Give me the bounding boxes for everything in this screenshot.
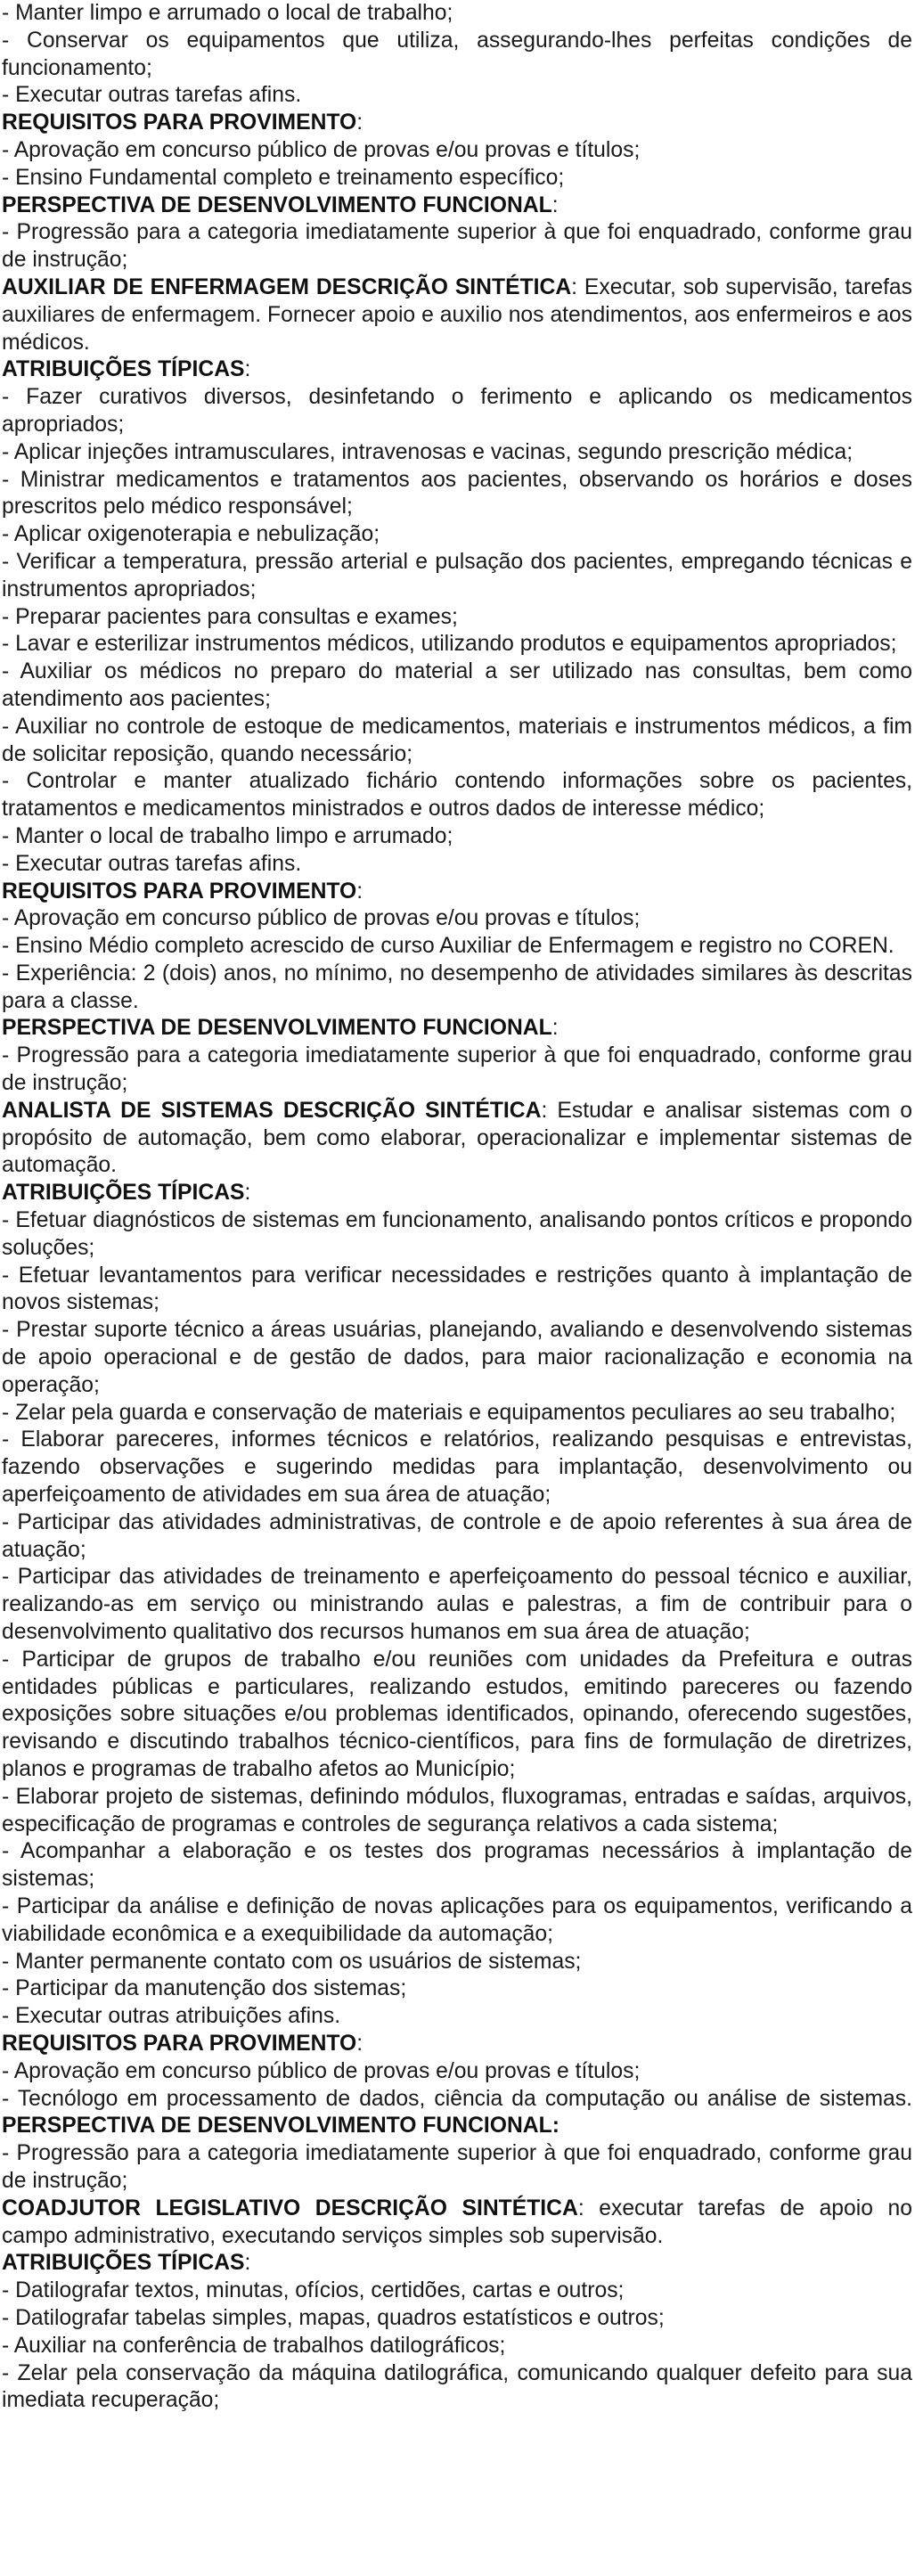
section-heading: COADJUTOR LEGISLATIVO DESCRIÇÃO SINTÉTICA	[2, 2196, 578, 2220]
paragraph-text: - Manter o local de trabalho limpo e arrumado;	[2, 823, 453, 848]
paragraph	[2, 110, 912, 137]
paragraph	[2, 933, 912, 961]
paragraph-text: - Ministrar medicamentos e tratamentos aos pacientes, observando os horários e doses prescritos pelo médico responsável;	[2, 467, 912, 519]
paragraph	[2, 2360, 912, 2416]
paragraph	[2, 1949, 912, 1976]
paragraph-text: :	[356, 110, 363, 135]
paragraph-text: - Datilografar tabelas simples, mapas, quadros estatísticos e outros;	[2, 2305, 665, 2330]
section-heading: ATRIBUIÇÕES TÍPICAS	[2, 357, 245, 382]
section-heading: AUXILIAR DE ENFERMAGEM DESCRIÇÃO SINTÉTICA	[2, 274, 572, 299]
paragraph	[2, 631, 912, 658]
paragraph-text: : Estudar e analisar sistemas com o propósito de automação, bem como elaborar, operacionalizar e implementar sistemas de automação.	[2, 1098, 913, 1178]
paragraph	[2, 1015, 912, 1043]
section-heading: ATRIBUIÇÕES TÍPICAS	[2, 1181, 245, 1206]
paragraph	[2, 1427, 912, 1509]
paragraph	[2, 165, 912, 192]
paragraph-text: :	[551, 1016, 559, 1041]
paragraph	[2, 905, 912, 933]
paragraph-text: - Manter limpo e arrumado o local de trabalho;	[2, 1, 453, 25]
paragraph-text: - Executar outras tarefas afins.	[2, 851, 302, 876]
paragraph	[2, 604, 912, 632]
paragraph-text: - Executar outras atribuições afins.	[2, 2004, 341, 2029]
section-heading: PERSPECTIVA DE DESENVOLVIMENTO FUNCIONAL:	[2, 2114, 560, 2138]
paragraph	[2, 219, 912, 274]
paragraph	[2, 1317, 912, 1399]
paragraph-text: - Verificar a temperatura, pressão arterial e pulsação dos pacientes, empregando técnicas e instrumentos apropriados;	[2, 549, 912, 601]
paragraph	[2, 1784, 912, 1839]
paragraph	[2, 2278, 912, 2305]
paragraph-text: - Lavar e esterilizar instrumentos médicos, utilizando produtos e equipamentos apropriados;	[2, 632, 897, 657]
section-heading: ATRIBUIÇÕES TÍPICAS	[2, 2251, 245, 2276]
section-heading: PERSPECTIVA DE DESENVOLVIMENTO FUNCIONAL	[2, 192, 552, 217]
paragraph	[2, 1400, 912, 1427]
paragraph-text: - Prestar suporte técnico a áreas usuárias, planejando, avaliando e desenvolvendo sistemas de apoio operacional e de gestão de dados, para maior racionalização e economia na operação;	[2, 1318, 912, 1397]
paragraph-text: - Participar das atividades de treinamento e aperfeiçoamento do pessoal técnico e auxiliar, realizando-as em serviço ou ministrando aulas e palestras, a fim de contribuir para o desenvolvimento qualitativo dos recursos humanos em sua área de atuação;	[2, 1565, 912, 1645]
paragraph	[2, 2140, 912, 2196]
paragraph	[2, 0, 912, 28]
paragraph	[2, 1180, 912, 1207]
paragraph-text: - Controlar e manter atualizado fichário contendo informações sobre os pacientes, tratamentos e medicamentos ministrados e outros dados de interesse médico;	[2, 769, 912, 822]
paragraph-text: : executar tarefas de apoio no campo administrativo, executando serviços simples sob supervisão.	[2, 2196, 912, 2248]
paragraph-text: - Progressão para a categoria imediatamente superior à que foi enquadrado, conforme grau de instrução;	[2, 1043, 912, 1096]
paragraph-text: - Auxiliar os médicos no preparo do material a ser utilizado nas consultas, bem como atendimento aos pacientes;	[2, 659, 912, 711]
paragraph-text: - Progressão para a categoria imediatamente superior à que foi enquadrado, conforme grau de instrução;	[2, 220, 912, 273]
paragraph-text: - Efetuar diagnósticos de sistemas em funcionamento, analisando pontos críticos e propondo soluções;	[2, 1208, 912, 1260]
paragraph-text: - Participar da análise e definição de novas aplicações para os equipamentos, verificando a viabilidade econômica e a exequibilidade da automação;	[2, 1893, 912, 1946]
paragraph	[2, 714, 912, 769]
paragraph-text: :	[551, 192, 559, 217]
paragraph	[2, 192, 912, 220]
paragraph	[2, 549, 912, 604]
paragraph	[2, 1564, 912, 1646]
paragraph-text: - Progressão para a categoria imediatamente superior à que foi enquadrado, conforme grau de instrução;	[2, 2141, 912, 2193]
paragraph-text: - Participar da manutenção dos sistemas;	[2, 1976, 407, 2001]
paragraph	[2, 28, 912, 83]
paragraph	[2, 2333, 912, 2360]
paragraph	[2, 1838, 912, 1893]
paragraph	[2, 2031, 912, 2058]
paragraph	[2, 658, 912, 714]
paragraph	[2, 439, 912, 467]
paragraph-text: - Manter permanente contato com os usuários de sistemas;	[2, 1949, 582, 1974]
paragraph	[2, 2003, 912, 2031]
section-heading: REQUISITOS PARA PROVIMENTO	[2, 879, 357, 904]
paragraph-text: - Participar das atividades administrativas, de controle e de apoio referentes à sua área de atuação;	[2, 1509, 912, 1562]
section-heading: ANALISTA DE SISTEMAS DESCRIÇÃO SINTÉTICA	[2, 1098, 542, 1123]
paragraph-text: - Aplicar oxigenoterapia e nebulização;	[2, 522, 380, 547]
paragraph	[2, 1893, 912, 1949]
section-heading: REQUISITOS PARA PROVIMENTO	[2, 2031, 357, 2056]
paragraph-text: - Experiência: 2 (dois) anos, no mínimo, no desempenho de atividades similares às descritas para a classe.	[2, 961, 912, 1013]
paragraph	[2, 2305, 912, 2333]
paragraph	[2, 356, 912, 384]
section-heading: PERSPECTIVA DE DESENVOLVIMENTO FUNCIONAL	[2, 1016, 552, 1041]
paragraph-text: - Auxiliar na conferência de trabalhos datilográficos;	[2, 2333, 506, 2358]
paragraph-text: :	[244, 357, 251, 382]
paragraph	[2, 1509, 912, 1565]
paragraph	[2, 879, 912, 906]
paragraph	[2, 467, 912, 522]
paragraph-text: - Aprovação em concurso público de provas e/ou provas e títulos;	[2, 137, 641, 162]
paragraph	[2, 2086, 912, 2141]
paragraph-text: - Efetuar levantamentos para verificar necessidades e restrições quanto à implantação de novos sistemas;	[2, 1263, 912, 1315]
paragraph-text: - Datilografar textos, minutas, ofícios, certidões, cartas e outros;	[2, 2278, 625, 2303]
paragraph	[2, 1098, 912, 1180]
paragraph	[2, 2250, 912, 2278]
paragraph	[2, 768, 912, 823]
paragraph	[2, 384, 912, 439]
paragraph-text: - Acompanhar a elaboração e os testes dos programas necessários à implantação de sistemas;	[2, 1839, 912, 1892]
paragraph-text: - Ensino Fundamental completo e treinamento específico;	[2, 165, 565, 190]
paragraph	[2, 1207, 912, 1263]
paragraph-text: - Aplicar injeções intramusculares, intravenosas e vacinas, segundo prescrição médica;	[2, 439, 854, 464]
paragraph-text: - Executar outras tarefas afins.	[2, 83, 302, 108]
paragraph	[2, 1647, 912, 1784]
paragraph-text: : Executar, sob supervisão, tarefas auxiliares de enfermagem. Fornecer apoio e auxilio nos atendimentos, aos enfermeiros e aos médicos.	[2, 274, 912, 355]
paragraph-text: - Participar de grupos de trabalho e/ou reuniões com unidades da Prefeitura e outras entidades públicas e particulares, realizando estudos, emitindo pareceres ou fazendo exposições sobre situações e/ou problemas identificados, opinando, oferecendo sugestões, revisando e discutindo trabalhos técnico-científicos, para fins de formulação de diretrizes, planos e programas de trabalho afetos ao Município;	[2, 1647, 912, 1781]
paragraph-text: - Aprovação em concurso público de provas e/ou provas e títulos;	[2, 2058, 641, 2083]
paragraph	[2, 851, 912, 879]
paragraph	[2, 521, 912, 549]
paragraph	[2, 82, 912, 110]
paragraph	[2, 961, 912, 1016]
paragraph-text: - Tecnólogo em processamento de dados, ciência da computação ou análise de sistemas.	[2, 2086, 912, 2111]
paragraph	[2, 1043, 912, 1098]
paragraph	[2, 2058, 912, 2086]
paragraph	[2, 2196, 912, 2251]
paragraph-text: - Elaborar projeto de sistemas, definindo módulos, fluxogramas, entradas e saídas, arquivos, especificação de programas e controles de segurança relativos a cada sistema;	[2, 1784, 912, 1836]
paragraph-text: - Preparar pacientes para consultas e exames;	[2, 604, 458, 629]
paragraph-text: - Zelar pela conservação da máquina datilográfica, comunicando qualquer defeito para sua imediata recuperação;	[2, 2360, 912, 2413]
paragraph-text: - Fazer curativos diversos, desinfetando o ferimento e aplicando os medicamentos apropriados;	[2, 385, 912, 437]
section-heading: REQUISITOS PARA PROVIMENTO	[2, 110, 357, 135]
paragraph	[2, 274, 912, 356]
paragraph-text: - Conservar os equipamentos que utiliza, assegurando-lhes perfeitas condições de funcionamento;	[2, 28, 912, 80]
paragraph-text: :	[244, 1181, 251, 1206]
paragraph-text: - Zelar pela guarda e conservação de materiais e equipamentos peculiares ao seu trabalho;	[2, 1400, 896, 1425]
paragraph-text: :	[244, 2251, 251, 2276]
paragraph-text: - Elaborar pareceres, informes técnicos e relatórios, realizando pesquisas e entrevistas, fazendo observações e sugerindo medidas para implantação, desenvolvimento ou aperfeiçoamento de atividades em sua área de atuação;	[2, 1427, 912, 1508]
paragraph-text: - Aprovação em concurso público de provas e/ou provas e títulos;	[2, 906, 641, 931]
paragraph-text: - Ensino Médio completo acrescido de curso Auxiliar de Enfermagem e registro no COREN.	[2, 934, 894, 959]
paragraph	[2, 137, 912, 165]
paragraph-text: :	[356, 2031, 363, 2056]
paragraph	[2, 1263, 912, 1318]
paragraph	[2, 1975, 912, 2003]
paragraph	[2, 823, 912, 851]
paragraph-text: :	[356, 879, 363, 904]
paragraph-text: - Auxiliar no controle de estoque de medicamentos, materiais e instrumentos médicos, a fim de solicitar reposição, quando necessário;	[2, 714, 912, 766]
